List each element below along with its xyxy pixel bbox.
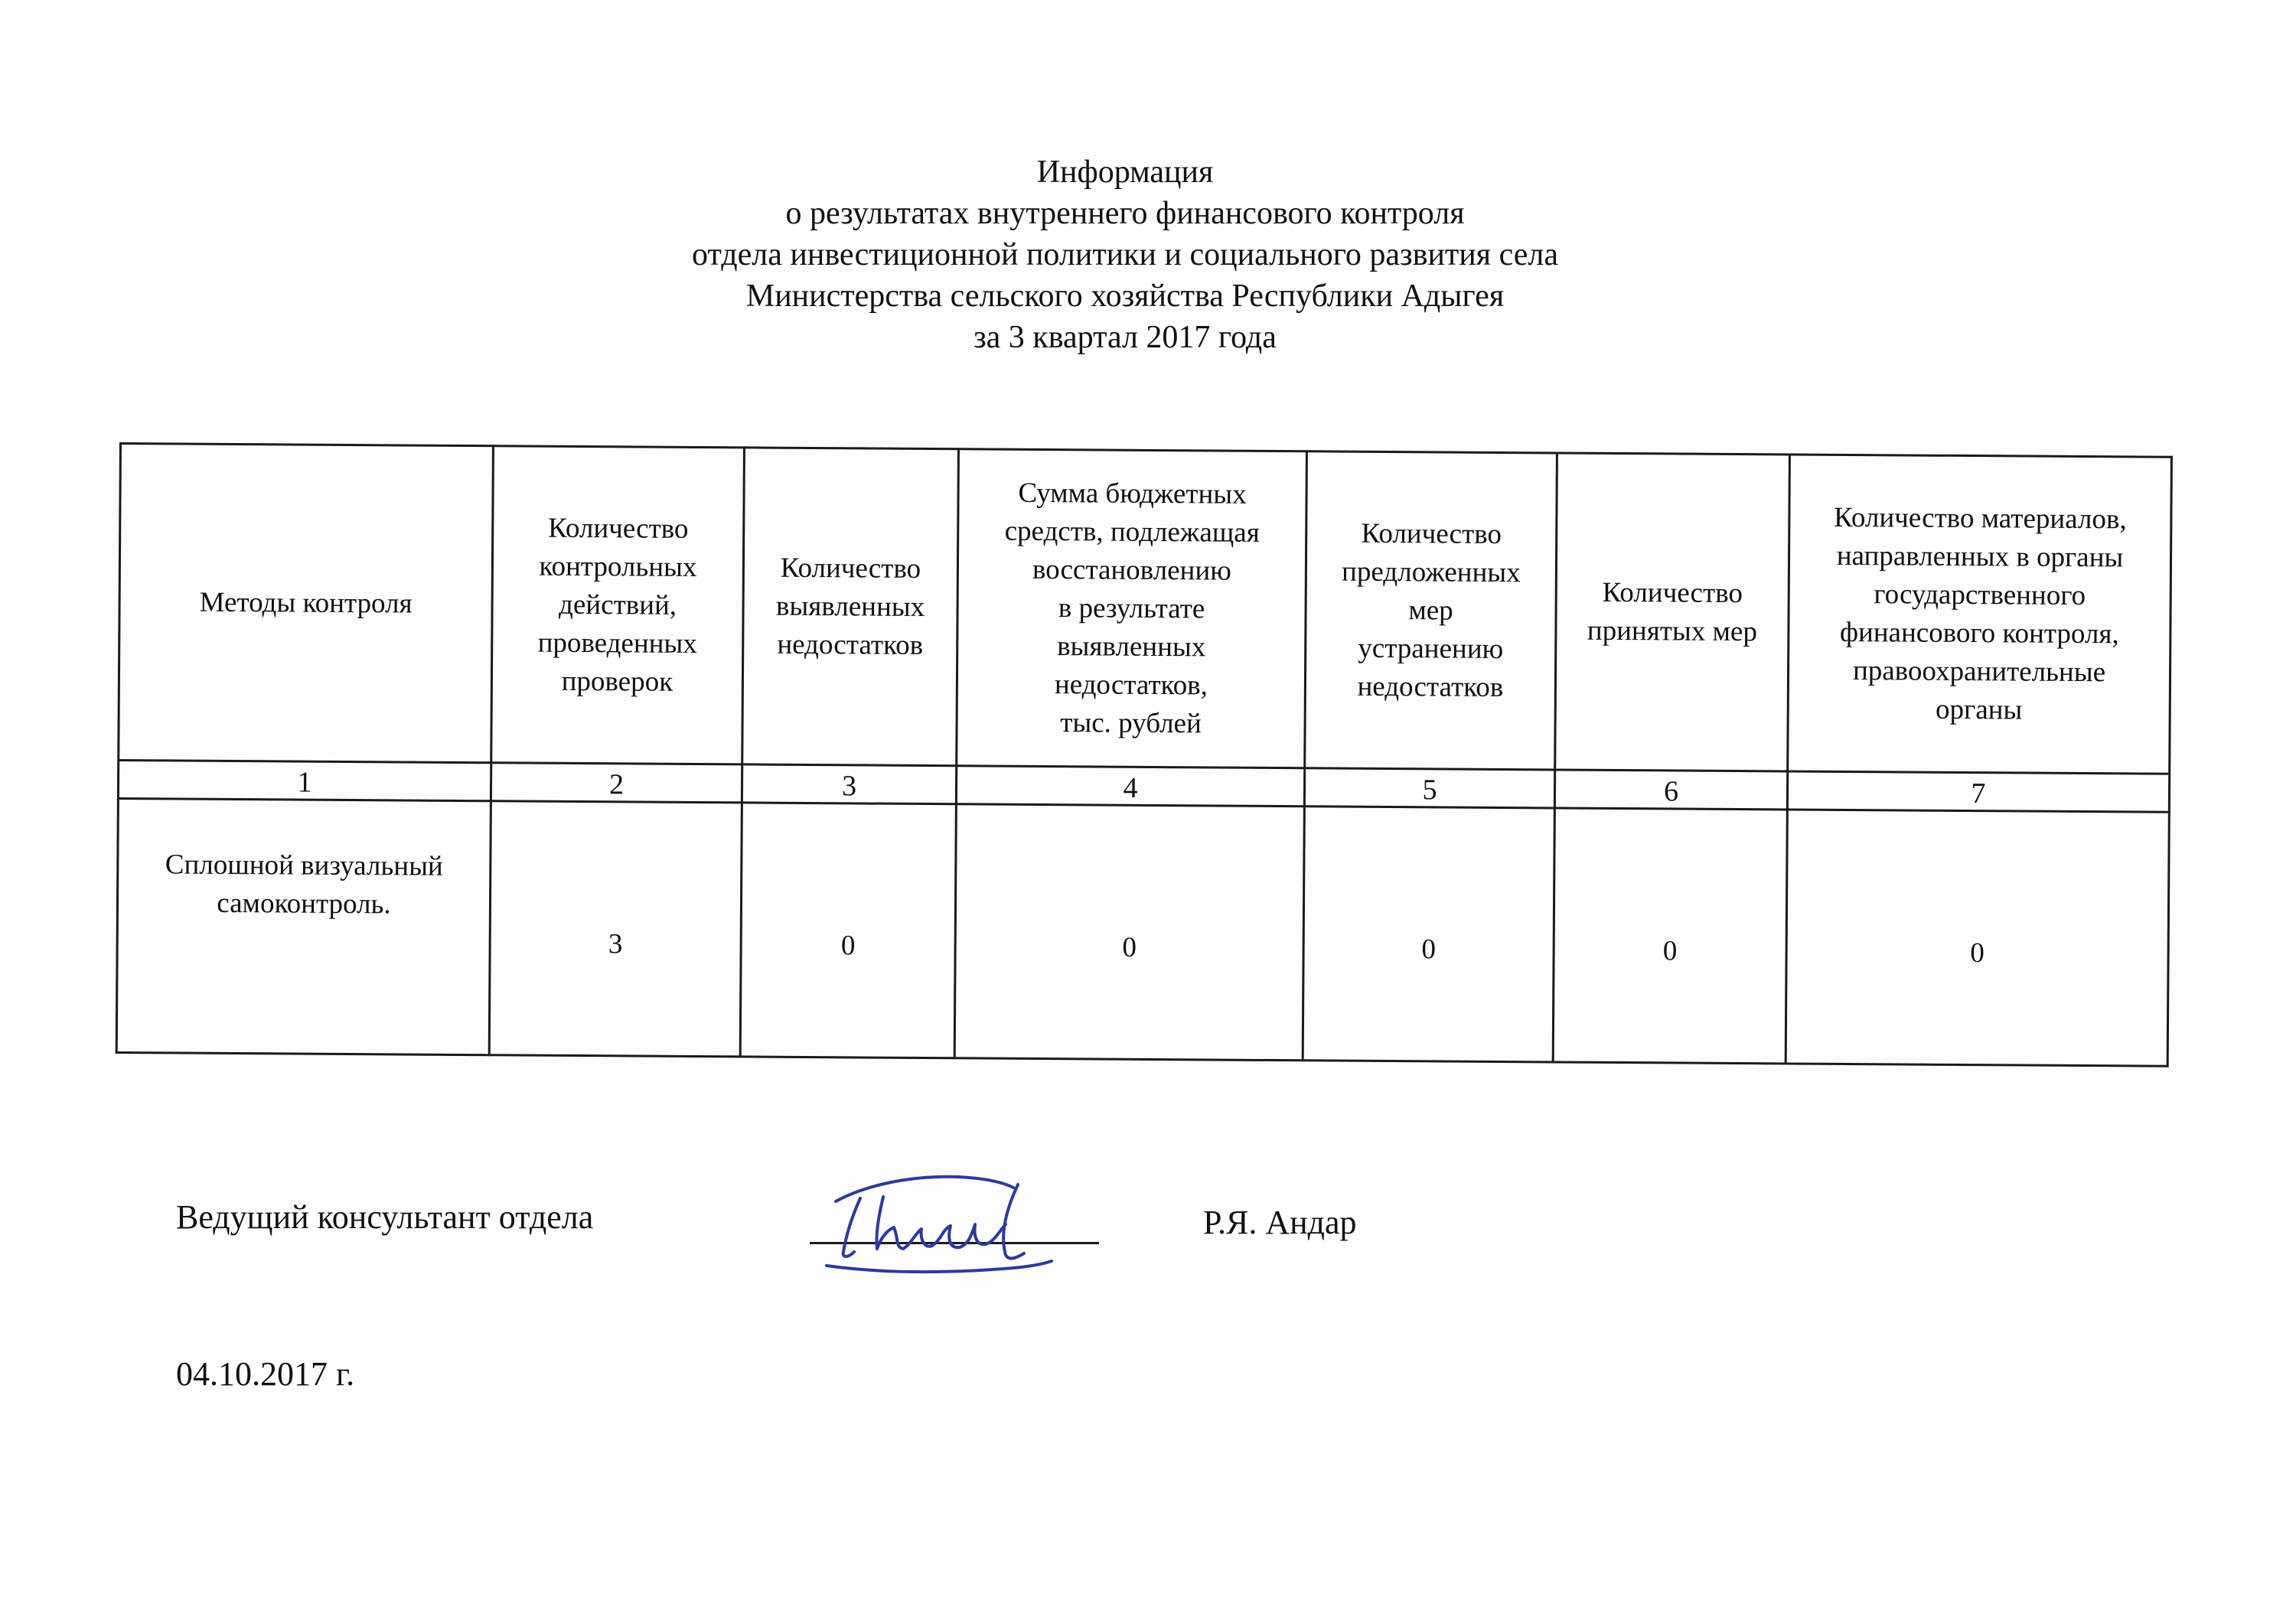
table-header-row	[119, 444, 2172, 774]
column-number: 7	[1787, 771, 2169, 812]
data-cell: 0	[1786, 810, 2169, 1066]
header-cell: Сумма бюджетных средств, подлежащая восстановлению в результате выявленных недостатков, тыс. рублей	[957, 449, 1307, 768]
column-number: 1	[118, 761, 491, 801]
data-cell: 0	[1303, 807, 1554, 1062]
table-row	[116, 798, 2169, 1066]
column-number: 4	[956, 766, 1304, 807]
data-cell: 0	[1553, 808, 1787, 1064]
data-cell: 0	[740, 803, 956, 1058]
header-cell: Количество выявленных недостатков	[742, 448, 959, 766]
data-cell: 0	[954, 804, 1304, 1061]
column-number: 2	[491, 763, 742, 803]
control-method-cell: Сплошной визуальный самоконтроль.	[116, 798, 491, 1054]
column-number: 5	[1304, 768, 1554, 808]
handwritten-signature	[813, 1154, 1058, 1276]
column-number: 6	[1554, 770, 1787, 810]
title-line-1: Информация	[1036, 155, 1214, 190]
header-cell: Количество материалов, направленных в органы государственного финансового контроля, правоохранительные органы	[1788, 455, 2172, 774]
header-cell: Количество контрольных действий, проведенных проверок	[491, 446, 745, 764]
document-date: 04.10.2017 г.	[176, 1355, 355, 1393]
signatory-name: Р.Я. Андар	[1203, 1204, 1357, 1241]
title-line-5: за 3 квартал 2017 года	[974, 320, 1277, 355]
column-number: 3	[742, 764, 956, 804]
header-cell: Количество предложенных мер устранению недостатков	[1305, 451, 1557, 770]
title-line-3: отдела инвестиционной политики и социального развития села	[692, 237, 1558, 272]
title-line-2: о результатах внутреннего финансового контроля	[785, 196, 1465, 231]
title-line-4: Министерства сельского хозяйства Республики Адыгея	[745, 279, 1505, 314]
data-cell: 3	[489, 801, 742, 1057]
header-cell: Методы контроля	[119, 444, 494, 763]
signatory-position: Ведущий консультант отдела	[176, 1198, 594, 1236]
header-cell: Количество принятых мер	[1555, 453, 1790, 771]
document-title	[0, 152, 2250, 358]
report-table	[116, 442, 2173, 1067]
